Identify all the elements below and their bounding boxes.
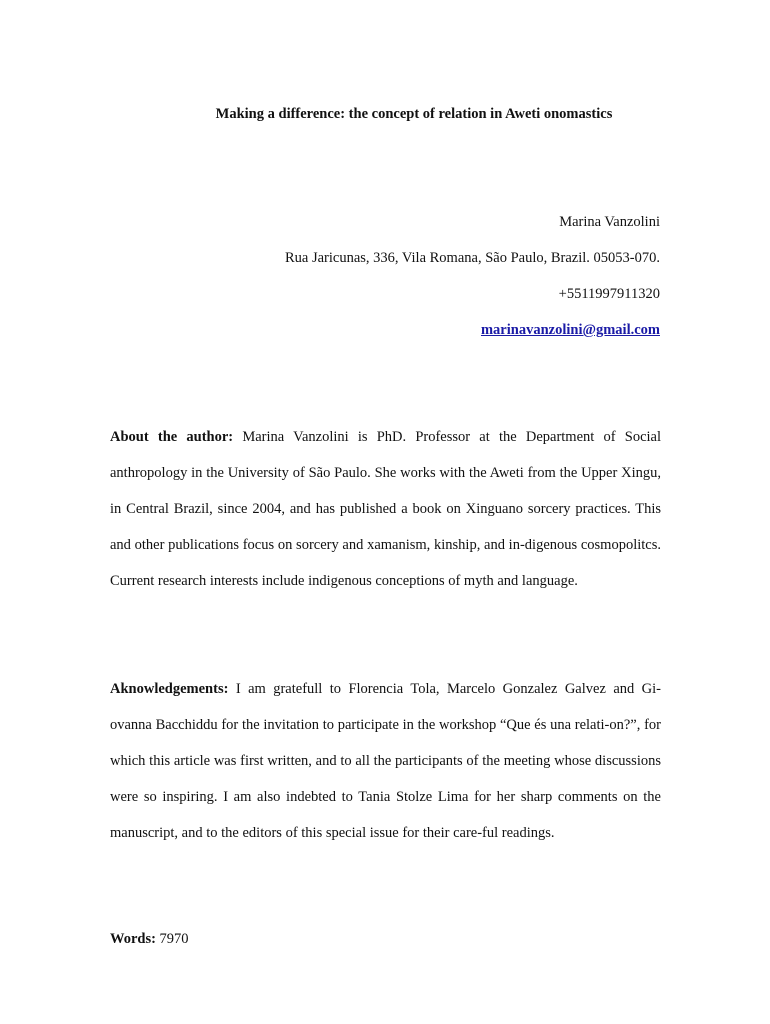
word-count-value: 7970: [159, 931, 189, 947]
about-author-text: Marina Vanzolini is PhD. Professor at the Department of Social anthropology in the University of São Paulo. She works with the Aweti from the Upper Xingu, in Central Brazil, since 2004, and has published a book on Xinguano sorcery practices. This and other publications focus on sorcery and xamanism, kinship, and in-digenous cosmopolitcs. Current research interests include indigenous conceptions of myth and language.: [110, 429, 662, 589]
word-count: [110, 929, 189, 949]
author-email-link[interactable]: marinavanzolini@gmail.com: [480, 322, 660, 338]
acknowledgements-text: I am gratefull to Florencia Tola, Marcelo Gonzalez Galvez and Gi-ovanna Bacchiddu for the invitation to participate in the workshop “Que és una relati-on?”, for which this article was first written, and to all the participants of the meeting whose discussions were so inspiring. I am also indebted to Tania Stolze Lima for her sharp comments on the manuscript, and to the editors of this special issue for their care-ful readings.: [110, 681, 661, 841]
acknowledgements-paragraph: [110, 671, 661, 851]
word-count-label: Words:: [110, 931, 156, 947]
acknowledgements-label: Aknowledgements:: [110, 681, 229, 697]
page-title: Making a difference: the concept of relation in Aweti onomastics: [215, 106, 613, 122]
author-address: Rua Jaricunas, 336, Vila Romana, São Paulo, Brazil. 05053-070.: [285, 250, 660, 266]
author-name: Marina Vanzolini: [559, 214, 660, 230]
about-author-paragraph: [110, 419, 661, 599]
about-author-label: About the author:: [110, 429, 234, 445]
author-phone: +5511997911320: [558, 286, 660, 302]
